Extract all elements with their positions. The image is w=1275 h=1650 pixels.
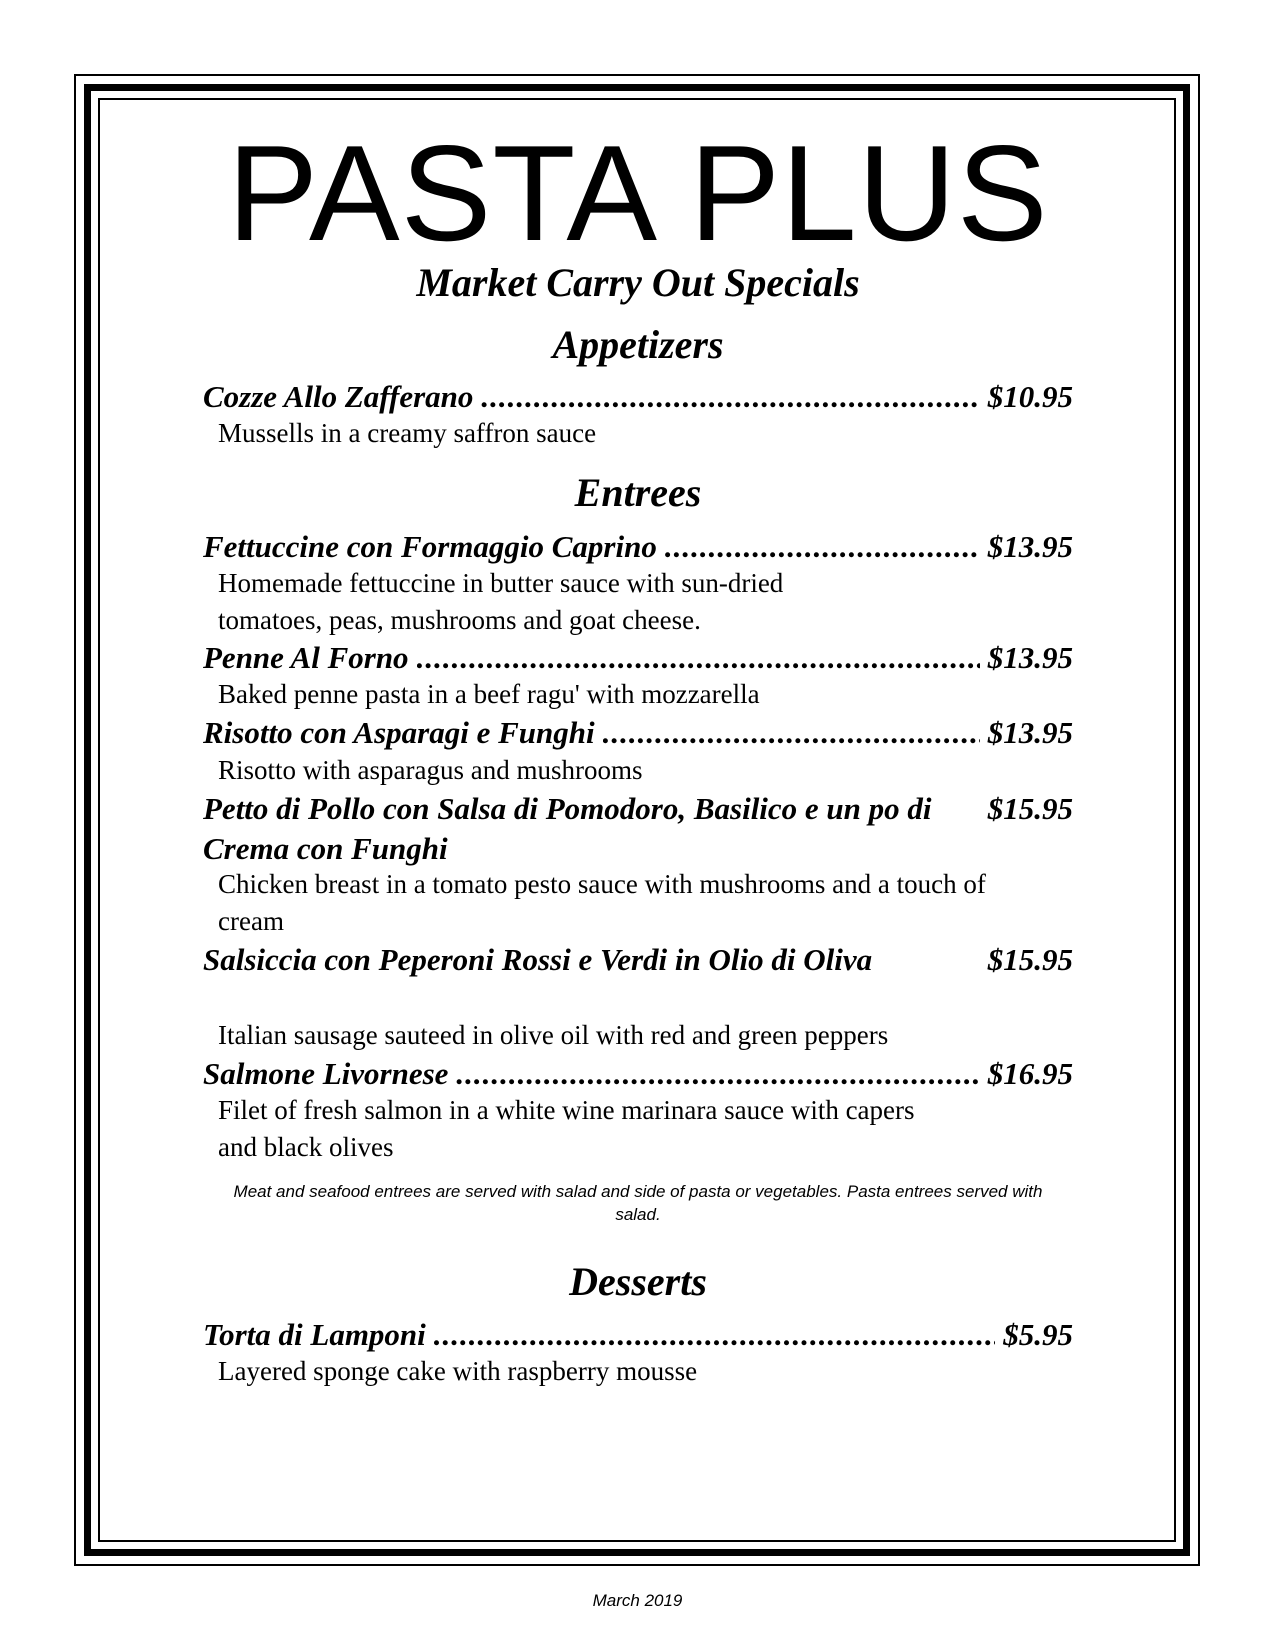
dot-leader (603, 713, 980, 753)
item-name: Fettuccine con Formaggio Caprino (203, 529, 657, 564)
item-price: $5.95 (1003, 1317, 1073, 1352)
menu-item-salsiccia-con-peperoni (203, 940, 1073, 980)
menu-title: PASTA PLUS (227, 117, 1049, 269)
entrees-note: Meat and seafood entrees are served with salad and side of pasta or vegetables. Pasta entrees served with salad. (233, 1182, 1043, 1224)
item-name: Salsiccia con Peperoni Rossi e Verdi in Olio di Oliva (203, 942, 873, 977)
menu-item-salmone-livornese (203, 1054, 1073, 1094)
item-description: Italian sausage sauteed in olive oil with red and green peppers (218, 1020, 889, 1050)
menu-item-risotto-con-asparagi-e-funghi (203, 713, 1073, 753)
dot-leader (456, 1054, 979, 1094)
item-price: $13.95 (987, 640, 1073, 675)
item-name: Salmone Livornese (203, 1056, 449, 1091)
item-name: Penne Al Forno (203, 640, 409, 675)
menu-item-cozze-allo-zafferano (203, 377, 1073, 417)
item-price: $15.95 (987, 942, 1073, 977)
item-price: $15.95 (987, 791, 1073, 826)
item-price: $13.95 (987, 715, 1073, 750)
dot-leader (417, 638, 980, 678)
item-name: Cozze Allo Zafferano (203, 379, 474, 414)
menu-subtitle: Market Carry Out Specials (416, 260, 860, 305)
item-price: $16.95 (987, 1056, 1073, 1091)
item-description: Mussells in a creamy saffron sauce (218, 418, 597, 448)
menu-item-fettuccine-con-formaggio-caprino (203, 527, 1073, 567)
item-description: Homemade fettuccine in butter sauce with sun-dried tomatoes, peas, mushrooms and goat cheese. (218, 568, 784, 635)
dot-leader (481, 377, 979, 417)
item-name: Petto di Pollo con Salsa di Pomodoro, Basilico e un po di Crema con Funghi (203, 791, 932, 866)
item-description: Risotto with asparagus and mushrooms (218, 755, 643, 785)
item-name: Torta di Lamponi (203, 1317, 426, 1352)
item-description: Baked penne pasta in a beef ragu' with mozzarella (218, 679, 760, 709)
section-heading-appetizers: Appetizers (552, 322, 724, 367)
item-name: Risotto con Asparagi e Funghi (203, 715, 595, 750)
item-price: $10.95 (987, 379, 1073, 414)
item-description: Chicken breast in a tomato pesto sauce with mushrooms and a touch of cream (218, 869, 986, 936)
dot-leader (434, 1315, 995, 1355)
item-price: $13.95 (987, 529, 1073, 564)
menu-item-torta-di-lamponi (203, 1315, 1073, 1355)
section-heading-entrees: Entrees (574, 470, 702, 515)
menu-item-penne-al-forno (203, 638, 1073, 678)
dot-leader (665, 527, 980, 567)
section-heading-desserts: Desserts (569, 1259, 707, 1304)
footer-date: March 2019 (592, 1591, 683, 1610)
item-description: Filet of fresh salmon in a white wine marinara sauce with capers and black olives (218, 1095, 915, 1162)
menu-item-petto-di-pollo (203, 789, 1073, 869)
item-description: Layered sponge cake with raspberry mousse (218, 1356, 698, 1386)
